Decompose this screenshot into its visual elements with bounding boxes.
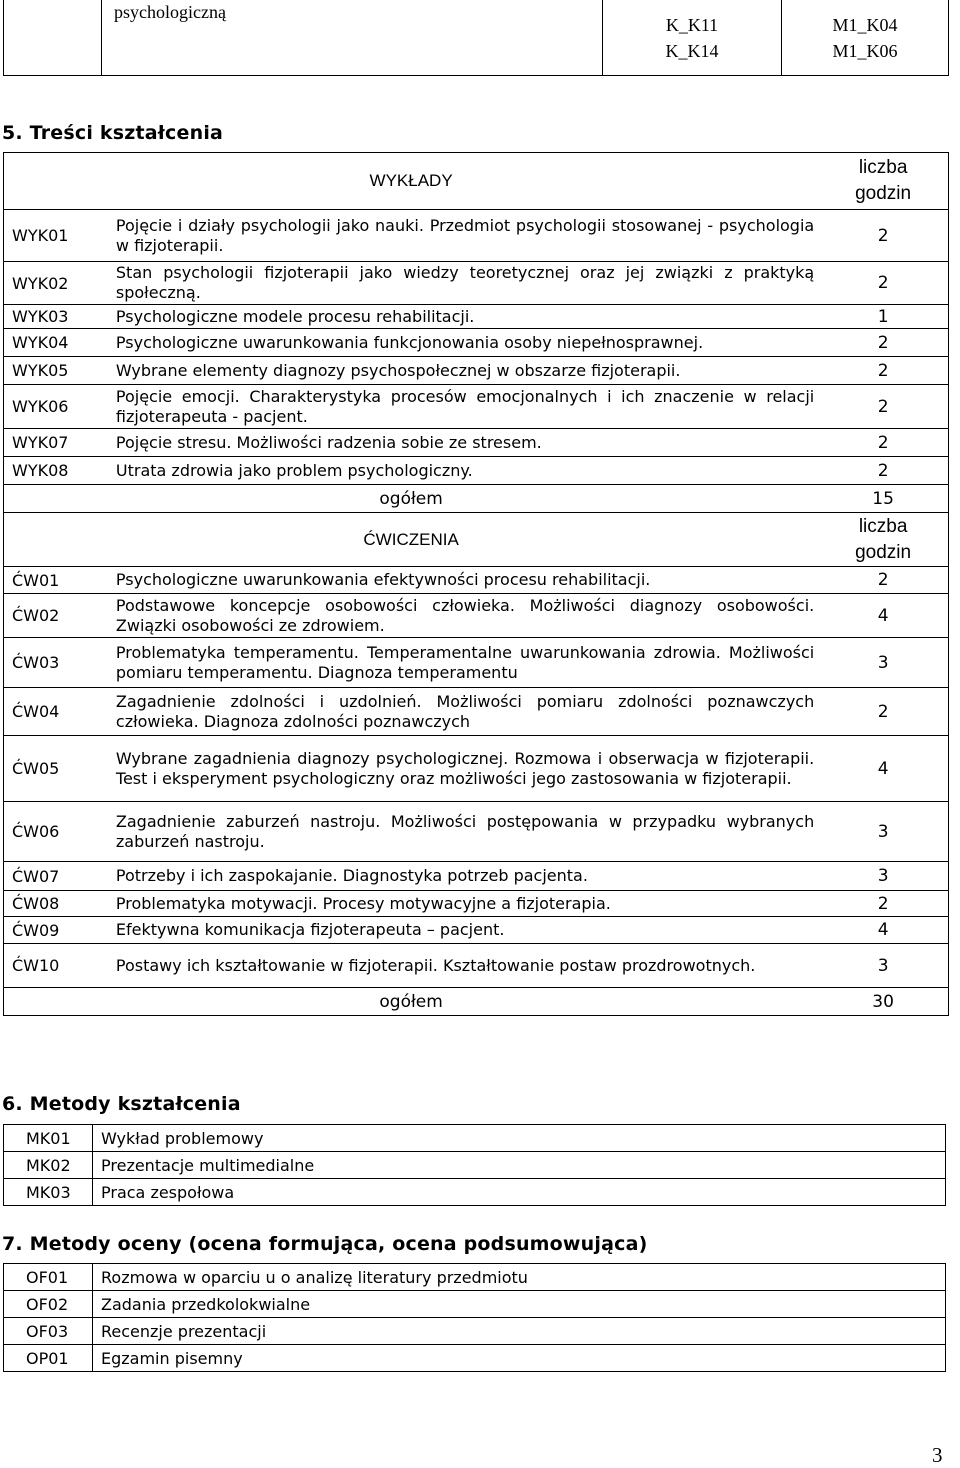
- row-code: ĆW02: [4, 594, 104, 638]
- method-code: OP01: [4, 1345, 93, 1372]
- table-row: [4, 329, 949, 357]
- row-code: ĆW03: [4, 638, 104, 688]
- row-description: Zagadnienie zdolności i uzdolnień. Możliwości pomiaru zdolności poznawczych człowieka. Diagnoza zdolności poznawczych: [104, 688, 818, 736]
- method-code: MK02: [4, 1152, 93, 1179]
- table-row: [4, 1125, 946, 1152]
- page-number: 3: [932, 1443, 943, 1467]
- row-hours: 2: [818, 688, 948, 736]
- lectures-header: WYKŁADY: [4, 153, 819, 210]
- table-row: [4, 736, 949, 802]
- method-code: MK03: [4, 1179, 93, 1206]
- table-row: [4, 262, 949, 305]
- row-code: ĆW08: [4, 891, 104, 917]
- assessment-table: [3, 1263, 946, 1372]
- table-row: [4, 567, 949, 594]
- hours-header: [818, 513, 948, 567]
- blank-cell: [4, 0, 102, 76]
- row-hours: 2: [818, 429, 948, 457]
- row-code: ĆW01: [4, 567, 104, 594]
- row-code: ĆW05: [4, 736, 104, 802]
- method-description: Prezentacje multimedialne: [93, 1152, 946, 1179]
- total-hours: 30: [818, 988, 948, 1016]
- content-table: [3, 152, 949, 1016]
- method-description: Recenzje prezentacji: [93, 1318, 946, 1345]
- row-description: Pojęcie emocji. Charakterystyka procesów emocjonalnych i ich znaczenie w relacji fizjoterapeuta - pacjent.: [104, 385, 818, 429]
- table-row: [4, 1318, 946, 1345]
- row-description: Pojęcie stresu. Możliwości radzenia sobie ze stresem.: [104, 429, 818, 457]
- method-description: Rozmowa w oparciu u o analizę literatury przedmiotu: [93, 1264, 946, 1291]
- exercises-header-row: [4, 513, 949, 567]
- hours-header: [818, 153, 948, 210]
- row-hours: 4: [818, 594, 948, 638]
- table-row: [4, 1179, 946, 1206]
- lectures-total-row: [4, 485, 949, 513]
- row-code: WYK02: [4, 262, 104, 305]
- row-hours: 2: [818, 891, 948, 917]
- row-hours: 3: [818, 638, 948, 688]
- row-description: Psychologiczne modele procesu rehabilitacji.: [104, 305, 818, 329]
- row-description: Problematyka temperamentu. Temperamentalne uwarunkowania zdrowia. Możliwości pomiaru temperamentu. Diagnoza temperamentu: [104, 638, 818, 688]
- method-code: OF01: [4, 1264, 93, 1291]
- table-row: [4, 688, 949, 736]
- section-5-title: 5. Treści kształcenia: [2, 122, 224, 144]
- row-hours: 2: [818, 262, 948, 305]
- lectures-section: [4, 153, 949, 210]
- row-hours: 4: [818, 736, 948, 802]
- previous-table-fragment: [3, 0, 949, 76]
- row-code: WYK08: [4, 457, 104, 485]
- row-hours: 2: [818, 210, 948, 262]
- row-hours: 3: [818, 802, 948, 862]
- row-hours: 1: [818, 305, 948, 329]
- table-row: [4, 891, 949, 917]
- hours-header-line: liczba: [858, 157, 908, 178]
- row-description: Pojęcie i działy psychologii jako nauki. Przedmiot psychologii stosowanej - psychologia w fizjoterapii.: [104, 210, 818, 262]
- table-row: [4, 594, 949, 638]
- row-code: WYK04: [4, 329, 104, 357]
- exercises-total-row: [4, 988, 949, 1016]
- table-row: [4, 385, 949, 429]
- codes-cell: [782, 0, 949, 76]
- cell-text: psychologiczną: [114, 2, 226, 22]
- outcome-code: M1_K04: [832, 14, 898, 35]
- section-7-title: 7. Metody oceny (ocena formująca, ocena podsumowująca): [2, 1233, 648, 1255]
- row-description: Postawy ich kształtowanie w fizjoterapii. Kształtowanie postaw prozdrowotnych.: [104, 944, 818, 988]
- table-row: [4, 210, 949, 262]
- table-row: [4, 917, 949, 944]
- exercises-header: ĆWICZENIA: [4, 513, 819, 567]
- hours-header-line: godzin: [855, 183, 912, 204]
- row-code: WYK07: [4, 429, 104, 457]
- table-row: [4, 1264, 946, 1291]
- total-label: ogółem: [4, 485, 819, 513]
- table-row: [4, 0, 949, 76]
- row-hours: 3: [818, 862, 948, 891]
- row-code: WYK01: [4, 210, 104, 262]
- row-code: WYK05: [4, 357, 104, 385]
- row-description: Efektywna komunikacja fizjoterapeuta – pacjent.: [104, 917, 818, 944]
- row-description: Stan psychologii fizjoterapii jako wiedzy teoretycznej oraz jej związki z praktyką społeczną.: [104, 262, 818, 305]
- effect-code: K_K11: [665, 14, 719, 35]
- method-description: Zadania przedkolokwialne: [93, 1291, 946, 1318]
- row-hours: 2: [818, 385, 948, 429]
- row-description: Wybrane elementy diagnozy psychospołecznej w obszarze fizjoterapii.: [104, 357, 818, 385]
- row-hours: 2: [818, 457, 948, 485]
- lectures-header-row: [4, 153, 949, 210]
- row-code: WYK03: [4, 305, 104, 329]
- table-row: [4, 457, 949, 485]
- row-hours: 2: [818, 329, 948, 357]
- row-description: Podstawowe koncepcje osobowości człowieka. Możliwości diagnozy osobowości. Związki osobowości ze zdrowiem.: [104, 594, 818, 638]
- row-description: Psychologiczne uwarunkowania funkcjonowania osoby niepełnosprawnej.: [104, 329, 818, 357]
- total-label: ogółem: [4, 988, 819, 1016]
- outcome-code: M1_K06: [832, 40, 898, 61]
- row-code: ĆW10: [4, 944, 104, 988]
- table-row: [4, 429, 949, 457]
- hours-header-line: liczba: [858, 515, 908, 537]
- table-row: [4, 638, 949, 688]
- row-hours: 2: [818, 357, 948, 385]
- table-row: [4, 305, 949, 329]
- row-hours: 4: [818, 917, 948, 944]
- table-row: [4, 1345, 946, 1372]
- method-description: Egzamin pisemny: [93, 1345, 946, 1372]
- method-description: Wykład problemowy: [93, 1125, 946, 1152]
- table-row: [4, 862, 949, 891]
- row-code: ĆW09: [4, 917, 104, 944]
- table-cell: [102, 0, 603, 76]
- row-hours: 3: [818, 944, 948, 988]
- row-description: Potrzeby i ich zaspokajanie. Diagnostyka potrzeb pacjenta.: [104, 862, 818, 891]
- method-code: OF02: [4, 1291, 93, 1318]
- row-code: ĆW07: [4, 862, 104, 891]
- total-hours: 15: [818, 485, 948, 513]
- method-code: MK01: [4, 1125, 93, 1152]
- row-description: Utrata zdrowia jako problem psychologiczny.: [104, 457, 818, 485]
- section-6-title: 6. Metody kształcenia: [2, 1093, 241, 1115]
- table-row: [4, 944, 949, 988]
- row-description: Wybrane zagadnienia diagnozy psychologicznej. Rozmowa i obserwacja w fizjoterapii. Test i eksperyment psychologiczny oraz możliwości jego zastosowania w fizjoterapii.: [104, 736, 818, 802]
- hours-header-line: godzin: [855, 541, 912, 563]
- effects-cell: [603, 0, 782, 76]
- table-row: [4, 1291, 946, 1318]
- method-code: OF03: [4, 1318, 93, 1345]
- row-hours: 2: [818, 567, 948, 594]
- table-row: [4, 802, 949, 862]
- row-description: Problematyka motywacji. Procesy motywacyjne a fizjoterapia.: [104, 891, 818, 917]
- effect-code: K_K14: [665, 40, 719, 61]
- method-description: Praca zespołowa: [93, 1179, 946, 1206]
- table-row: [4, 357, 949, 385]
- row-description: Psychologiczne uwarunkowania efektywności procesu rehabilitacji.: [104, 567, 818, 594]
- row-code: ĆW04: [4, 688, 104, 736]
- row-code: WYK06: [4, 385, 104, 429]
- methods-table: [3, 1124, 946, 1206]
- table-row: [4, 1152, 946, 1179]
- row-code: ĆW06: [4, 802, 104, 862]
- row-description: Zagadnienie zaburzeń nastroju. Możliwości postępowania w przypadku wybranych zaburzeń nastroju.: [104, 802, 818, 862]
